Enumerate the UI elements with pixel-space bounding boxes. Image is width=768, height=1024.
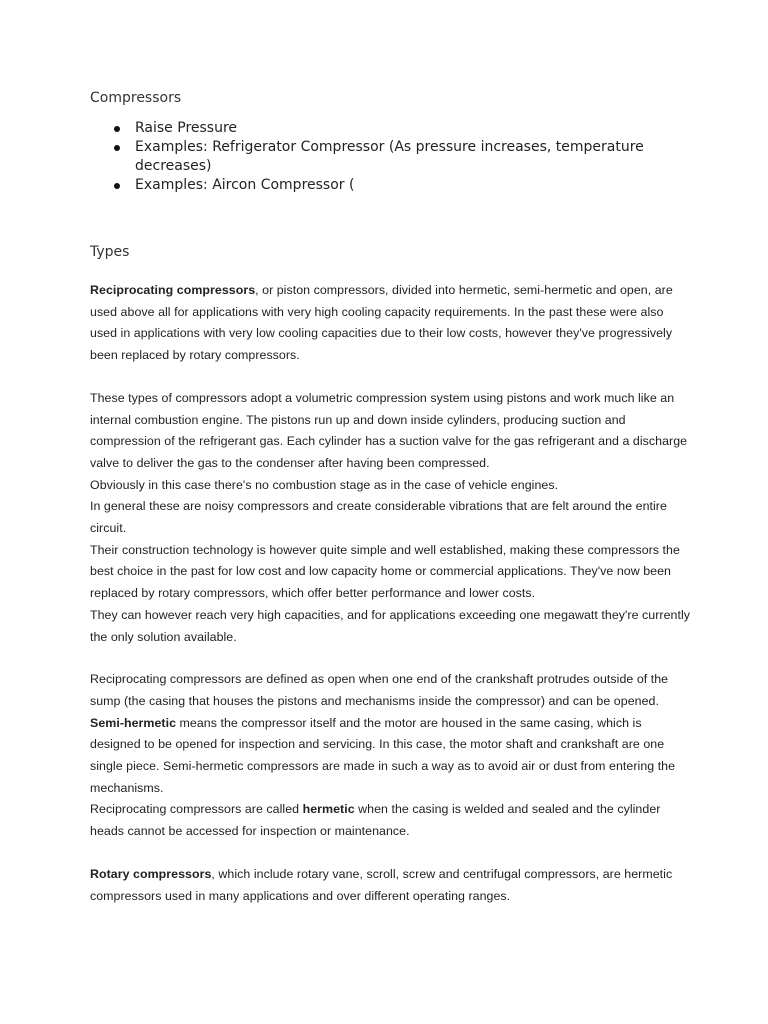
paragraph-open-semi-hermetic [90,669,690,799]
paragraph-rotary [90,864,690,907]
section-heading: Types [90,244,130,260]
list-item-text: Examples: Aircon Compressor ( [135,177,355,193]
list-item [90,176,655,195]
paragraph-reciprocating [90,280,690,367]
list-item-text: Raise Pressure [135,120,238,136]
bold-term: Reciprocating compressors [90,283,256,297]
paragraph-text: , or piston compressors, divided into hermetic, semi-hermetic and open, are used above all for applications with very high cooling capacity requirements. In the past these were also used in applications with very low cooling capacities due to their low costs, however they've progressively been replaced by rotary compressors. [90,283,673,363]
list-item [90,119,655,138]
paragraph-line: They can however reach very high capacities, and for applications exceeding one megawatt they're currently the only solution available. [90,607,690,644]
bullet-icon [114,126,120,132]
paragraph-hermetic [90,799,690,842]
paragraph-line: In general these are noisy compressors and create considerable vibrations that are felt around the entire circuit. [90,499,667,536]
paragraph-line: Obviously in this case there's no combustion stage as in the case of vehicle engines. [90,477,559,492]
page-title: Compressors [90,90,182,106]
list-item-text: Examples: Refrigerator Compressor (As pressure increases, temperature decreases) [135,139,644,174]
bullet-list [90,119,690,195]
bold-term: Semi-hermetic [90,715,177,730]
paragraph-group-types [90,669,690,843]
paragraph-text: , which include rotary vane, scroll, screw and centrifugal compressors, are hermetic compressors used in many applications and over different operating ranges. [90,866,673,903]
paragraph-group-operation [90,388,690,648]
paragraph-text: Reciprocating compressors are defined as open when one end of the crankshaft protrudes outside of the sump (the casing that houses the pistons and mechanisms inside the compressor) and can be opened. [90,672,669,708]
bold-term: Rotary compressors [90,866,212,881]
paragraph-text: when the casing is welded and sealed and the cylinder heads cannot be accessed for inspection or maintenance. [90,802,661,839]
bold-term: hermetic [302,802,355,817]
list-item [90,138,655,176]
paragraph-line: Their construction technology is however quite simple and well established, making these compressors the best choice in the past for low cost and low capacity home or commercial applications. They've now been replaced by rotary compressors, which offer better performance and lower costs. [90,542,680,601]
paragraph-line: These types of compressors adopt a volumetric compression system using pistons and work much like an internal combustion engine. The pistons run up and down inside cylinders, producing suction and compression of the refrigerant gas. Each cylinder has a suction valve for the gas refrigerant and a discharge valve to deliver the gas to the condenser after having been compressed. [90,390,688,470]
bullet-icon [114,183,120,189]
bullet-icon [114,145,120,151]
paragraph-text: Reciprocating compressors are called [90,802,303,817]
document-page [90,88,690,907]
paragraph-text: means the compressor itself and the motor are housed in the same casing, which is designed to be opened for inspection and servicing. In this case, the motor shaft and crankshaft are one single piece. Semi-hermetic compressors are made in such a way as to avoid air or dust from entering the mechanisms. [90,715,676,795]
